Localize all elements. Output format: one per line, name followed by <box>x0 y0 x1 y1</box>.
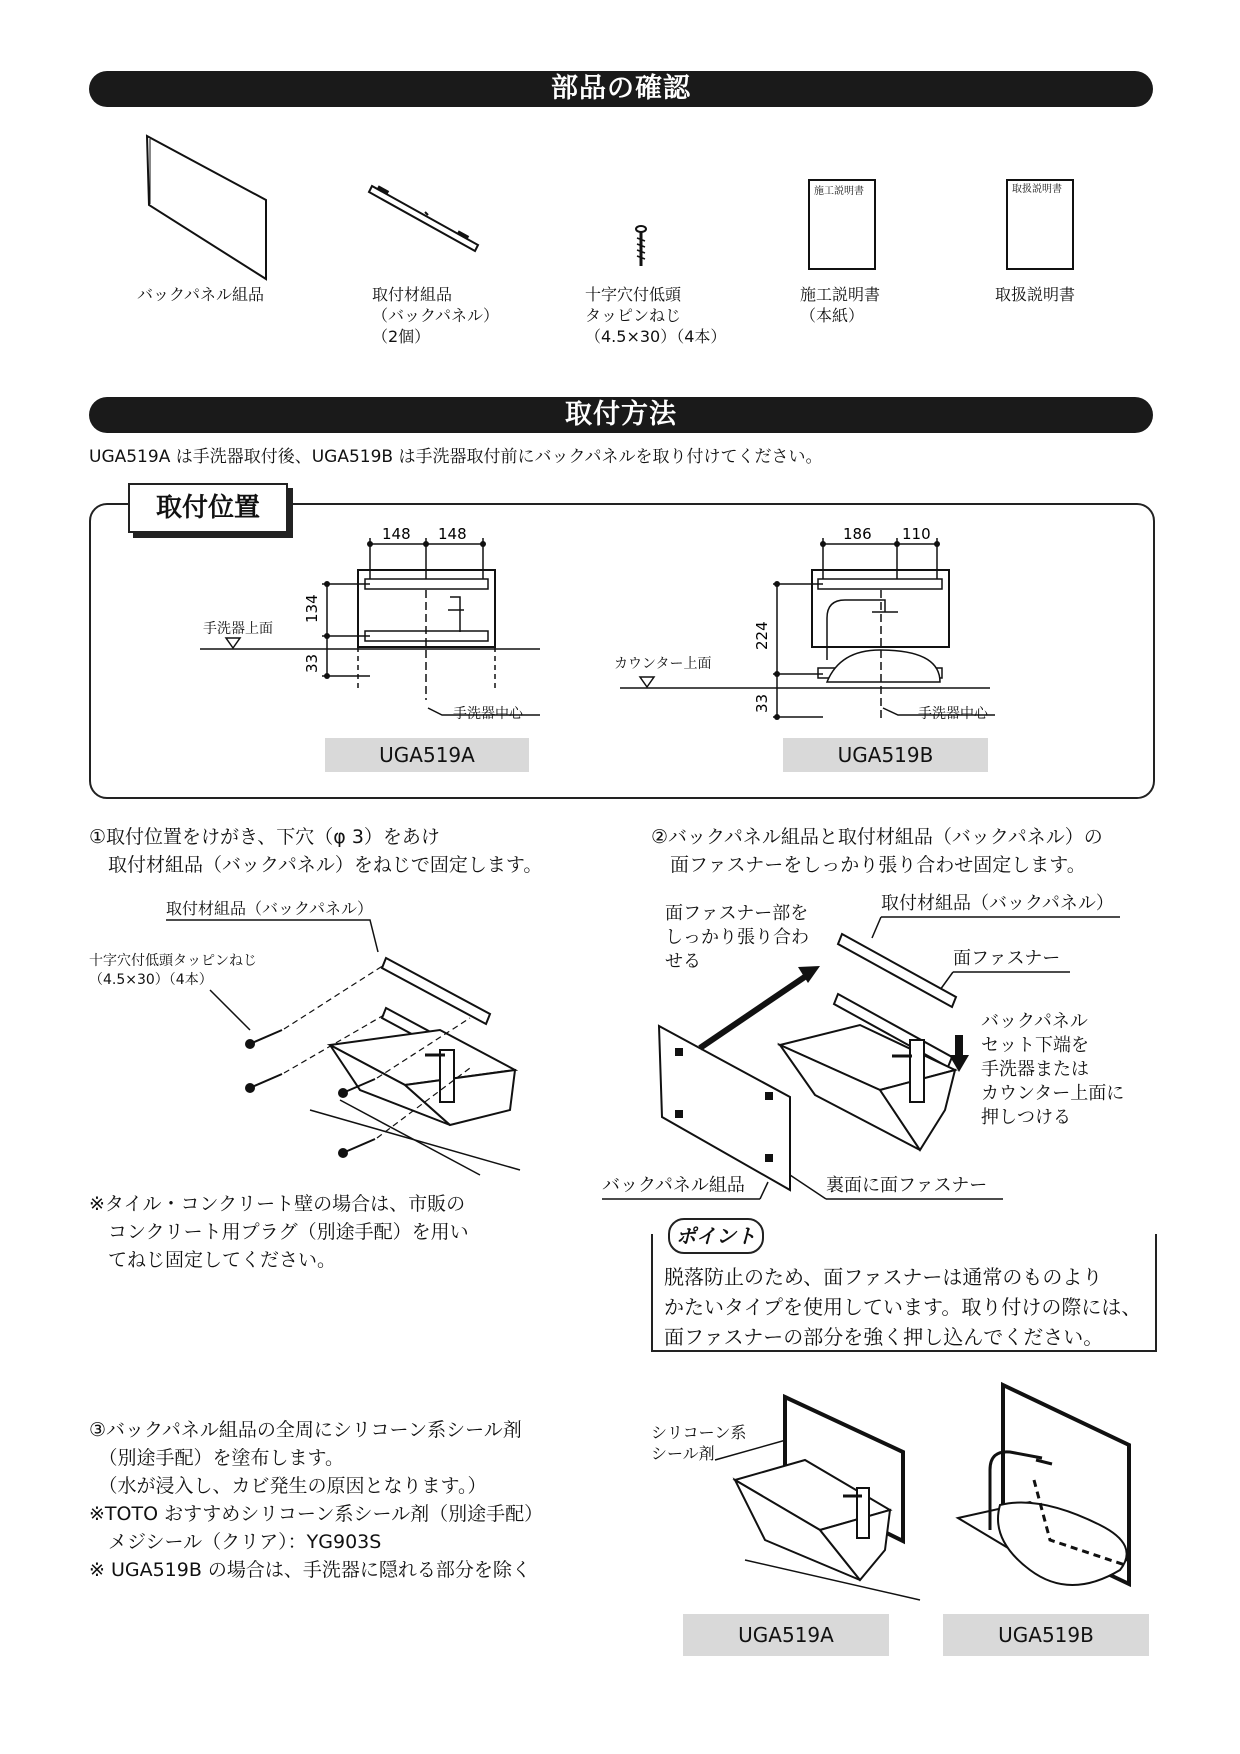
step1-text: ①取付位置をけがき、下穴（φ 3）をあけ 取付材組品（バックパネル）をねじで固定します。 <box>89 826 543 876</box>
part-label-user-manual: 取扱説明書 <box>995 285 1076 304</box>
svg-text:148: 148 <box>382 525 411 543</box>
svg-text:33: 33 <box>753 693 771 713</box>
part-label-screw: 十字穴付低頭 タッピンねじ （4.5×30）（4本） <box>585 285 727 346</box>
svg-text:134: 134 <box>303 594 321 623</box>
step2-label-panel: バックパネル組品 <box>602 1175 745 1196</box>
svg-text:224: 224 <box>753 621 771 650</box>
step2-text: ②バックパネル組品と取付材組品（バックパネル）の 面ファスナーをしっかり張り合わせ固定します。 <box>651 826 1103 876</box>
install-position-tag: 取付位置 <box>128 483 288 533</box>
svg-text:148: 148 <box>438 525 467 543</box>
diagram-b-center-label: 手洗器中心 <box>918 706 988 722</box>
diagram-a-model: UGA519A <box>325 738 529 772</box>
section-title-parts: 部品の確認 <box>89 71 1153 107</box>
diagram-b-ref-label: カウンター上面 <box>614 656 712 672</box>
step3-model-a: UGA519A <box>683 1614 889 1656</box>
point-text: 脱落防止のため、面ファスナーは通常のものより かたいタイプを使用しています。取り付けの際には、 面ファスナーの部分を強く押し込んでください。 <box>664 1265 1142 1349</box>
diagram-a-ref-label: 手洗器上面 <box>203 621 273 637</box>
svg-text:33: 33 <box>303 653 321 673</box>
part-label-back-panel: バックパネル組品 <box>137 285 265 304</box>
step2-label-bracket: 取付材組品（バックパネル） <box>881 893 1114 914</box>
step2-label-press: 面ファスナー部を しっかり張り合わ せる <box>665 903 809 972</box>
svg-text:186: 186 <box>843 525 872 543</box>
point-tag: ポイント <box>668 1218 764 1254</box>
step2-label-back: 裏面に面ファスナー <box>826 1175 988 1196</box>
step1-note: ※タイル・コンクリート壁の場合は、市販の コンクリート用プラグ（別途手配）を用い てねじ固定してください。 <box>89 1193 469 1271</box>
install-manual-doc-title: 施工説明書 <box>814 186 864 197</box>
step3-text: ③バックパネル組品の全周にシリコーン系シール剤 （別途手配）を塗布します。 （水が浸入し、カビ発生の原因となります。） ※TOTO おすすめシリコーン系シール剤（別途手配） メジシール（クリア）：YG903S ※ UGA519B の場合は、手洗器に隠れる部分を除く <box>89 1419 544 1581</box>
diagram-b-model: UGA519B <box>783 738 988 772</box>
step3-model-b: UGA519B <box>943 1614 1149 1656</box>
step1-label-bracket: 取付材組品（バックパネル） <box>166 899 374 918</box>
step3-label-sealant: シリコーン系 シール剤 <box>651 1423 747 1463</box>
section-title-install: 取付方法 <box>89 397 1153 433</box>
step1-label-screw: 十字穴付低頭タッピンねじ （4.5×30）（4本） <box>89 953 257 988</box>
part-label-bracket: 取付材組品 （バックパネル） （2個） <box>372 285 500 346</box>
diagram-a-center-label: 手洗器中心 <box>453 706 523 722</box>
user-manual-doc-title: 取扱説明書 <box>1012 184 1062 195</box>
intro-text: UGA519A は手洗器取付後、UGA519B は手洗器取付前にバックパネルを取り付けてください。 <box>89 447 823 467</box>
step2-label-set: バックパネル セット下端を 手洗器または カウンター上面に 押しつける <box>981 1011 1125 1128</box>
part-label-install-manual: 施工説明書 （本紙） <box>800 285 881 325</box>
svg-text:110: 110 <box>902 525 931 543</box>
step2-label-fastener: 面ファスナー <box>953 948 1061 969</box>
